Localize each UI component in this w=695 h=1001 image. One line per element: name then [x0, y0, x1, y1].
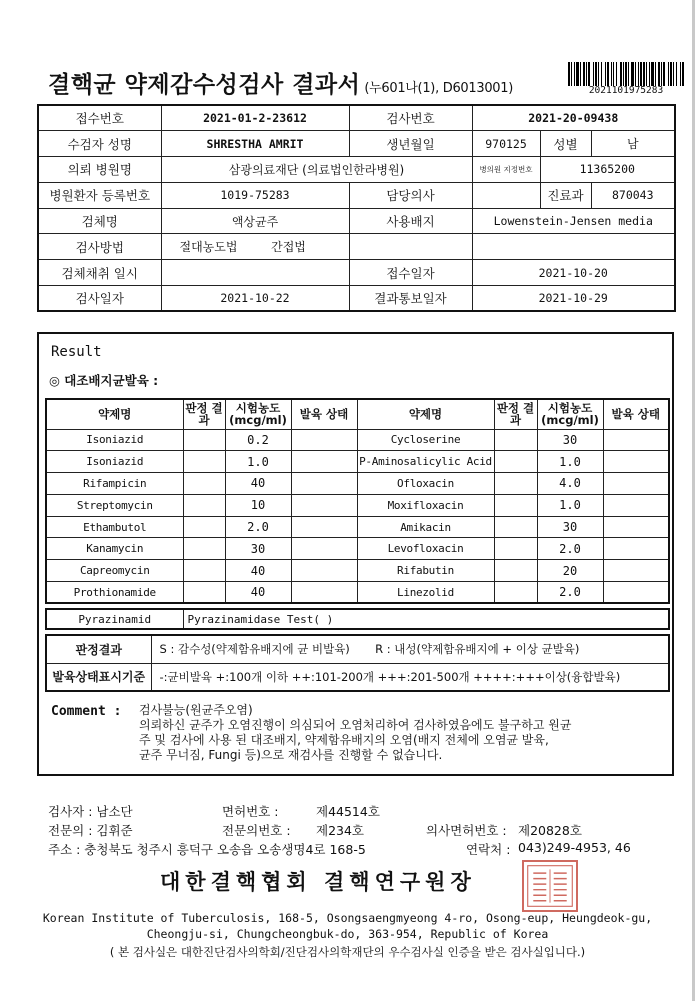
reported-label: 결과통보일자	[349, 286, 472, 312]
right-drug-name: Levofloxacin	[357, 538, 494, 560]
drug-table-header	[46, 399, 669, 429]
right-growth	[603, 494, 669, 516]
hospital-label: 의뢰 병원명	[38, 157, 161, 183]
collect-value	[161, 260, 349, 286]
drug-row	[46, 582, 669, 604]
legend-judgement-label: 판정결과	[46, 635, 151, 663]
header-growth: 발육 상태	[291, 399, 357, 429]
right-judgement	[494, 451, 537, 473]
right-growth	[603, 516, 669, 538]
specialist: 전문의 : 김휘준	[48, 823, 133, 838]
license-label: 면허번호 :	[222, 804, 279, 819]
dept-label: 진료과	[540, 182, 591, 208]
doctor-label: 담당의사	[349, 182, 472, 208]
drug-row	[46, 516, 669, 538]
legend-growth-label: 발육상태표시기준	[46, 663, 151, 691]
left-judgement	[183, 473, 225, 495]
right-drug-name: Rifabutin	[357, 560, 494, 582]
medium-value: Lowenstein-Jensen media	[472, 208, 675, 234]
birth-label: 생년월일	[349, 131, 472, 157]
barcode	[567, 62, 685, 86]
left-drug-name: Isoniazid	[46, 429, 183, 451]
method-absolute: 절대농도법	[179, 240, 238, 255]
left-concentration: 40	[225, 473, 291, 495]
left-judgement	[183, 516, 225, 538]
method-empty-2	[472, 234, 675, 260]
left-growth	[291, 451, 357, 473]
drug-row	[46, 473, 669, 495]
left-growth	[291, 582, 357, 604]
pyrazinamide-test: Pyrazinamidase Test( )	[183, 609, 669, 629]
left-concentration: 1.0	[225, 451, 291, 473]
address-line-2: Cheongju-si, Chungcheongbuk-do, 363-954, Republic of Korea	[146, 927, 549, 941]
patient-name: SHRESTHA AMRIT	[161, 131, 349, 157]
right-drug-name: Amikacin	[357, 516, 494, 538]
left-judgement	[183, 429, 225, 451]
comment-text	[139, 703, 669, 763]
result-box	[37, 332, 674, 776]
report-title: 결핵균 약제감수성검사 결과서	[48, 71, 361, 98]
left-growth	[291, 560, 357, 582]
right-drug-name: Linezolid	[357, 582, 494, 604]
comment-line: 의뢰하신 균주가 오염진행이 의심되어 오염처리하여 검사하였음에도 불구하고 원균	[139, 718, 572, 732]
right-growth	[603, 473, 669, 495]
tested-label: 검사일자	[38, 286, 161, 312]
contact-number: 043)249-4953, 46	[518, 840, 631, 855]
hospital-name: 삼광의료재단 (의료법인한라병원)	[161, 157, 472, 183]
left-drug-name: Ethambutol	[46, 516, 183, 538]
left-judgement	[183, 560, 225, 582]
official-seal-stamp	[522, 860, 578, 912]
drug-row	[46, 494, 669, 516]
certification-note: ( 본 검사실은 대한진단검사의학회/진단검사의학재단의 우수검사실 인증을 받은 검사실입니다.)	[109, 945, 586, 959]
title-row	[48, 66, 513, 100]
right-concentration: 30	[537, 429, 603, 451]
received-date: 2021-10-20	[472, 260, 675, 286]
left-drug-name: Kanamycin	[46, 538, 183, 560]
drug-row	[46, 538, 669, 560]
legend-growth-value: -:균비발육 +:100개 이하 ++:101-200개 +++:201-500개 ++++:+++이상(융합발육)	[151, 663, 669, 691]
lab-address: 주소 : 충청북도 청주시 흥덕구 오송읍 오송생명4로 168-5	[48, 842, 366, 857]
institute-name: 대한결핵협회 결핵연구원장	[160, 869, 476, 894]
doctor-value	[472, 182, 540, 208]
left-concentration: 10	[225, 494, 291, 516]
right-judgement	[494, 516, 537, 538]
address-line-1: Korean Institute of Tuberculosis, 168-5, Osongsaengmyeong 4-ro, Osong-eup, Heungdeok-gu,	[42, 911, 653, 925]
right-concentration: 1.0	[537, 451, 603, 473]
right-growth	[603, 538, 669, 560]
control-growth-title: ◎ 대조배지균발육 :	[49, 373, 159, 388]
report-code: (누601나(1), D6013001)	[364, 81, 514, 96]
patient-info-table	[37, 104, 676, 312]
right-concentration: 1.0	[537, 494, 603, 516]
left-concentration: 30	[225, 538, 291, 560]
right-growth	[603, 582, 669, 604]
left-judgement	[183, 538, 225, 560]
drug-row	[46, 560, 669, 582]
reception-no-label: 접수번호	[38, 105, 161, 131]
left-concentration: 2.0	[225, 516, 291, 538]
dept-value: 870043	[591, 182, 675, 208]
right-judgement	[494, 429, 537, 451]
right-drug-name: Cycloserine	[357, 429, 494, 451]
received-label: 접수일자	[349, 260, 472, 286]
header-growth: 발육 상태	[603, 399, 669, 429]
reg-no: 1019-75283	[161, 182, 349, 208]
right-growth	[603, 560, 669, 582]
header-concentration: 시험농도 (mcg/ml)	[225, 399, 291, 429]
sex-label: 성별	[540, 131, 591, 157]
left-judgement	[183, 494, 225, 516]
left-concentration: 40	[225, 582, 291, 604]
header-drug: 약제명	[46, 399, 183, 429]
right-concentration: 2.0	[537, 538, 603, 560]
comment-line: 균주 무너짐, Fungi 등)으로 재검사를 진행할 수 없습니다.	[139, 748, 443, 762]
left-growth	[291, 494, 357, 516]
staff-block	[48, 802, 688, 859]
method-empty-1	[349, 234, 472, 260]
examiner: 검사자 : 남소단	[48, 804, 133, 819]
contact-label: 연락처 :	[466, 842, 511, 857]
right-concentration: 2.0	[537, 582, 603, 604]
header-judgement: 판정 결과	[183, 399, 225, 429]
left-concentration: 40	[225, 560, 291, 582]
right-judgement	[494, 560, 537, 582]
legend-judgement-value	[151, 635, 669, 663]
right-growth	[603, 429, 669, 451]
specimen-value: 액상균주	[161, 208, 349, 234]
reported-date: 2021-10-29	[472, 286, 675, 312]
institute-address	[40, 910, 655, 942]
hospital-code: 11365200	[540, 157, 675, 183]
right-concentration: 20	[537, 560, 603, 582]
right-drug-name: P-Aminosalicylic Acid	[357, 451, 494, 473]
left-growth	[291, 516, 357, 538]
right-drug-name: Moxifloxacin	[357, 494, 494, 516]
left-drug-name: Rifampicin	[46, 473, 183, 495]
right-judgement	[494, 494, 537, 516]
right-concentration: 30	[537, 516, 603, 538]
comment-line: 주 및 검사에 사용 된 대조배지, 약제함유배지의 오염(배지 전체에 오염균 발육,	[139, 733, 549, 747]
hospital-code-label: 병의원 지정번호	[472, 157, 540, 183]
specialist-number: 제234호	[316, 823, 365, 838]
right-judgement	[494, 538, 537, 560]
legend-table	[45, 634, 670, 692]
left-growth	[291, 429, 357, 451]
left-drug-name: Streptomycin	[46, 494, 183, 516]
comment-line: 검사불능(원균주오염)	[139, 703, 253, 717]
left-drug-name: Capreomycin	[46, 560, 183, 582]
method-value	[161, 234, 349, 260]
specialist-no-label: 전문의번호 :	[222, 823, 291, 838]
test-no-label: 검사번호	[349, 105, 472, 131]
medium-label: 사용배지	[349, 208, 472, 234]
method-label: 검사방법	[38, 234, 161, 260]
left-judgement	[183, 582, 225, 604]
left-drug-name: Isoniazid	[46, 451, 183, 473]
comment-label: Comment :	[51, 704, 122, 719]
birth-date: 970125	[472, 131, 540, 157]
legend-susceptible: S : 감수성(약제함유배지에 균 비발육)	[159, 642, 350, 657]
left-growth	[291, 473, 357, 495]
legend-resistant: R : 내성(약제함유배지에 + 이상 균발육)	[375, 642, 580, 657]
right-concentration: 4.0	[537, 473, 603, 495]
drug-row	[46, 451, 669, 473]
doctor-license-label: 의사면허번호 :	[426, 823, 507, 838]
pyrazinamide-table	[45, 608, 670, 630]
right-judgement	[494, 582, 537, 604]
collect-label: 검체채취 일시	[38, 260, 161, 286]
method-indirect: 간접법	[271, 240, 306, 255]
doctor-license-number: 제20828호	[518, 823, 582, 838]
tested-date: 2021-10-22	[161, 286, 349, 312]
right-judgement	[494, 473, 537, 495]
reception-no: 2021-01-2-23612	[161, 105, 349, 131]
right-drug-name: Ofloxacin	[357, 473, 494, 495]
patient-name-label: 수검자 성명	[38, 131, 161, 157]
drug-row	[46, 429, 669, 451]
barcode-number: 2021101975283	[588, 85, 664, 96]
reg-no-label: 병원환자 등록번호	[38, 182, 161, 208]
drug-table	[45, 398, 670, 604]
left-growth	[291, 538, 357, 560]
header-concentration: 시험농도 (mcg/ml)	[537, 399, 603, 429]
license-number: 제44514호	[316, 804, 380, 819]
left-judgement	[183, 451, 225, 473]
pyrazinamide-label: Pyrazinamid	[46, 609, 183, 629]
sex-value: 남	[591, 131, 675, 157]
header-judgement: 판정 결과	[494, 399, 537, 429]
header-drug: 약제명	[357, 399, 494, 429]
left-concentration: 0.2	[225, 429, 291, 451]
left-drug-name: Prothionamide	[46, 582, 183, 604]
specimen-label: 검체명	[38, 208, 161, 234]
result-title: Result	[51, 344, 102, 360]
test-no: 2021-20-09438	[472, 105, 675, 131]
right-growth	[603, 451, 669, 473]
